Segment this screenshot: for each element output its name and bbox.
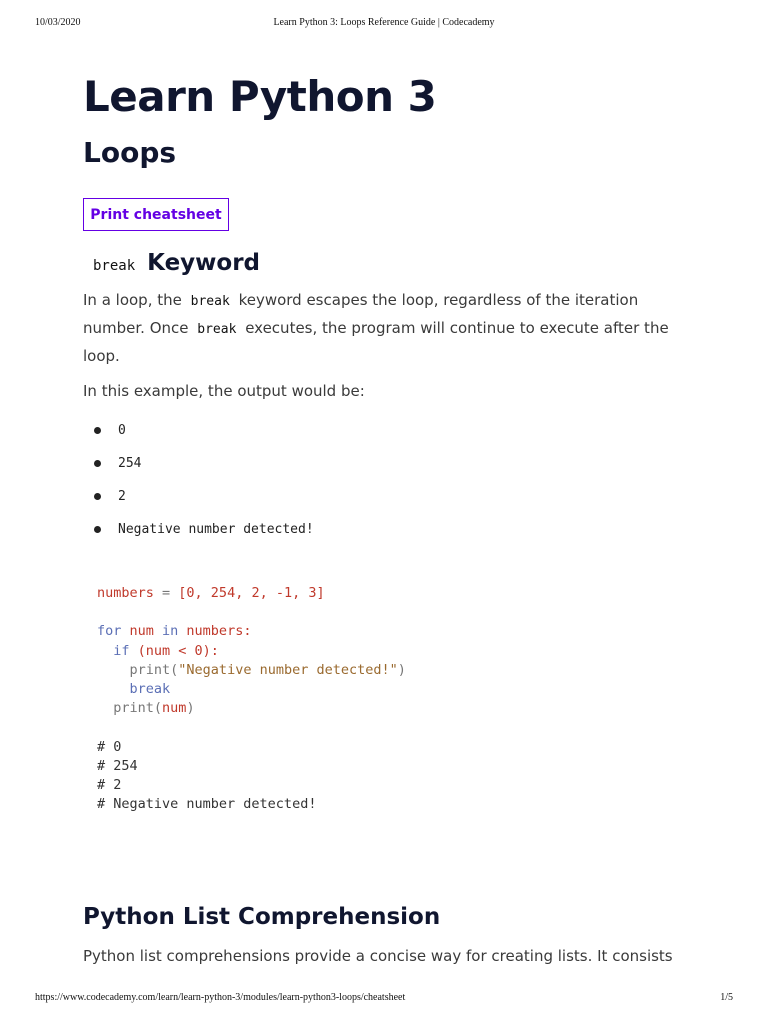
list-item-text: 254 xyxy=(118,456,142,471)
print-date: 10/03/2020 xyxy=(35,17,81,28)
code-token: for xyxy=(97,623,122,640)
code-token: if xyxy=(113,642,130,659)
print-url: https://www.codecademy.com/learn/learn-python-3/modules/learn-python3-loops/cheatsheet xyxy=(35,992,406,1003)
print-cheatsheet-button[interactable]: Print cheatsheet xyxy=(83,198,229,231)
code-comment: # Negative number detected! xyxy=(97,796,317,813)
code-example xyxy=(97,584,406,814)
inline-code: break xyxy=(190,294,230,309)
code-token: "Negative number detected!" xyxy=(178,661,398,678)
list-item xyxy=(83,451,314,484)
page-number: 1/5 xyxy=(720,992,733,1003)
code-token: print( xyxy=(129,661,179,678)
list-comprehension-description: Python list comprehensions provide a concise way for creating lists. It consists xyxy=(83,947,673,965)
print-page-title: Learn Python 3: Loops Reference Guide | Codecademy xyxy=(273,17,495,28)
list-item xyxy=(83,418,314,451)
bullet-icon xyxy=(94,493,101,500)
code-token: break xyxy=(129,681,171,698)
list-item-text: Negative number detected! xyxy=(118,522,314,537)
print-footer xyxy=(0,992,768,1006)
page-title: Learn Python 3 xyxy=(83,72,437,121)
inline-code: break xyxy=(197,322,237,337)
code-token: print( xyxy=(113,700,163,717)
list-item xyxy=(83,484,314,517)
text-segment: keyword escapes the loop, regardless of the iteration number. Once xyxy=(83,291,639,337)
code-token: num xyxy=(121,623,163,640)
code-token: numbers: xyxy=(178,623,252,640)
heading-code-word: break xyxy=(93,258,136,274)
example-intro: In this example, the output would be: xyxy=(83,382,365,400)
bullet-icon xyxy=(94,526,101,533)
code-token: ) xyxy=(397,661,406,678)
topic-title: Loops xyxy=(83,136,177,169)
heading-word: Keyword xyxy=(147,250,261,276)
code-token: in xyxy=(162,623,179,640)
list-item-text: 2 xyxy=(118,489,126,504)
list-item xyxy=(83,517,314,550)
bullet-icon xyxy=(94,460,101,467)
code-comment: # 254 xyxy=(97,757,138,774)
text-segment: In a loop, the xyxy=(83,291,182,309)
code-token: numbers xyxy=(97,585,154,601)
list-comprehension-heading: Python List Comprehension xyxy=(83,904,441,930)
code-token: ) xyxy=(186,700,195,717)
list-item-text: 0 xyxy=(118,423,126,438)
code-token: (num < 0): xyxy=(129,642,219,659)
code-token: num xyxy=(162,700,187,717)
break-keyword-heading xyxy=(83,250,260,276)
text-segment: executes, the program will continue to execute after the loop. xyxy=(83,319,669,365)
bullet-icon xyxy=(94,427,101,434)
output-list xyxy=(83,418,314,550)
break-description xyxy=(83,287,683,369)
code-comment: # 0 xyxy=(97,738,122,755)
print-header xyxy=(0,17,768,31)
code-token: = xyxy=(153,585,179,601)
code-token: [0, 254, 2, -1, 3] xyxy=(178,585,325,601)
code-comment: # 2 xyxy=(97,777,122,794)
